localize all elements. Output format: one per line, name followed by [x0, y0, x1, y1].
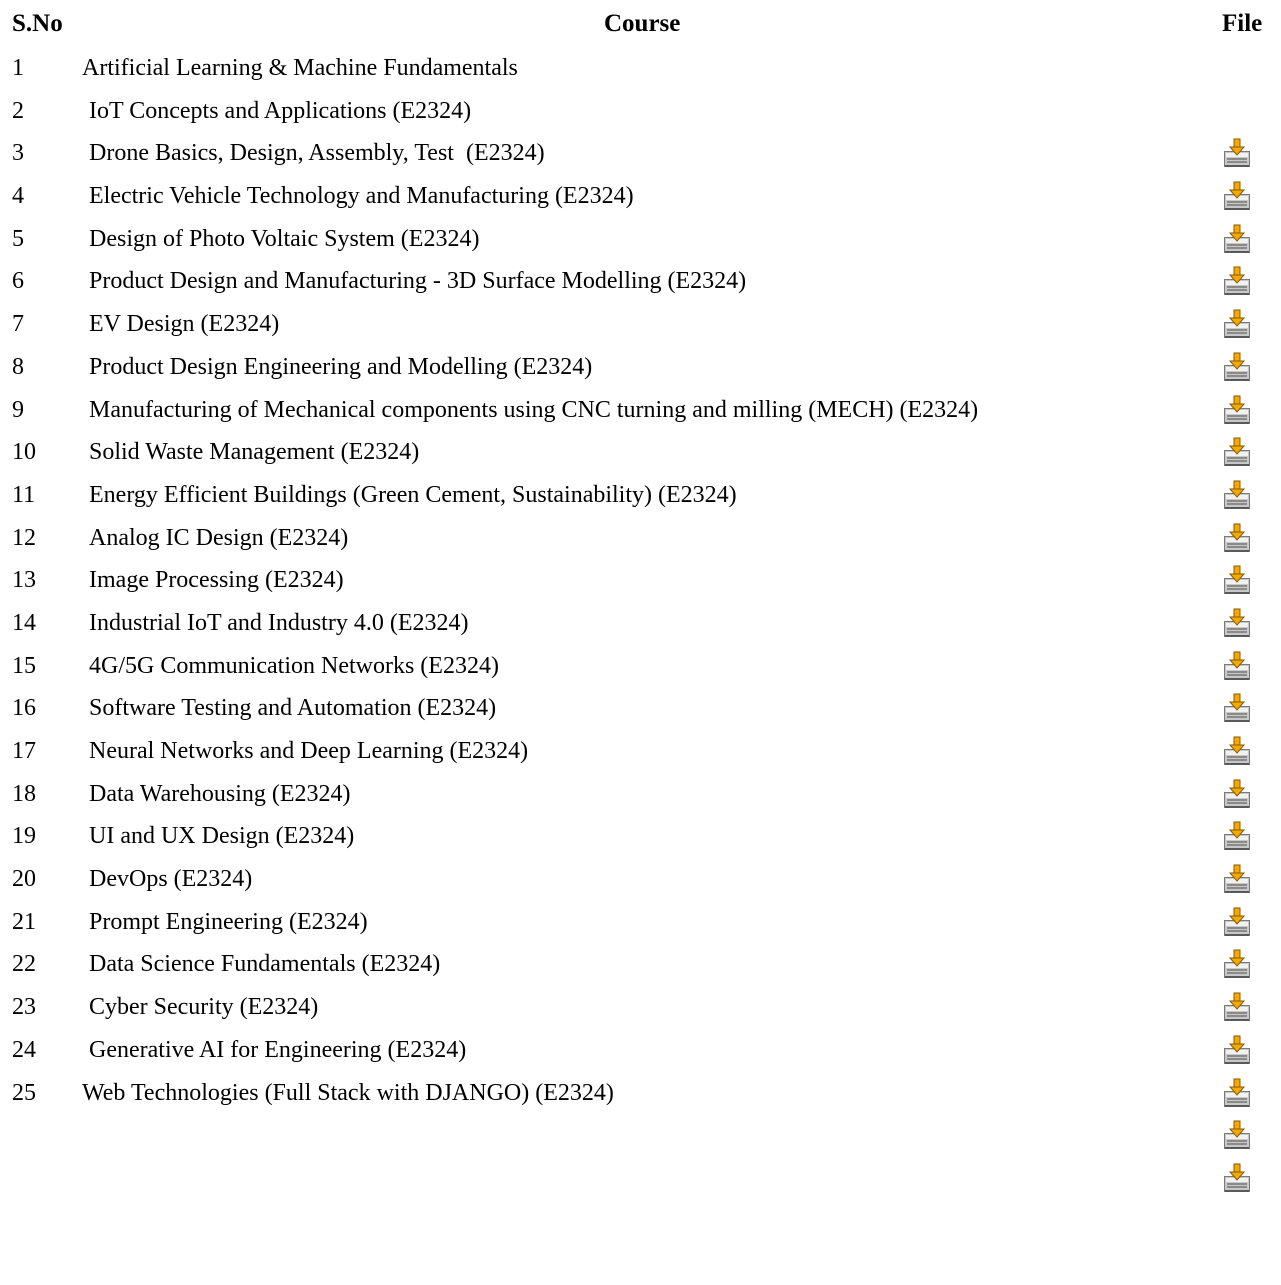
table-row — [0, 1029, 1281, 1072]
course-list — [0, 47, 1281, 1114]
table-row — [0, 687, 1281, 730]
table-row — [0, 260, 1281, 303]
table-row — [0, 346, 1281, 389]
download-icon[interactable] — [1222, 991, 1252, 1023]
download-icon[interactable] — [1222, 735, 1252, 767]
row-sno: 7 — [12, 311, 24, 338]
row-sno: 18 — [12, 780, 36, 807]
table-row — [0, 901, 1281, 944]
row-course: Data Science Fundamentals (E2324) — [89, 951, 441, 978]
download-icon[interactable] — [1222, 180, 1252, 212]
row-sno: 15 — [12, 652, 36, 679]
row-course: Neural Networks and Deep Learning (E2324) — [89, 738, 529, 764]
download-icon[interactable] — [1222, 223, 1252, 255]
row-sno: 25 — [12, 1079, 36, 1106]
row-sno: 13 — [12, 567, 36, 594]
header-sno: S.No — [12, 10, 63, 37]
row-sno: 1 — [12, 55, 24, 81]
table-row — [0, 559, 1281, 602]
download-icon[interactable] — [1222, 52, 1252, 84]
table-row — [0, 986, 1281, 1029]
row-sno: 9 — [12, 396, 24, 423]
download-icon[interactable] — [1222, 1077, 1252, 1109]
table-row — [0, 1072, 1281, 1115]
table-row — [0, 858, 1281, 901]
download-icon[interactable] — [1222, 607, 1252, 639]
table-row — [0, 90, 1281, 133]
table-row — [0, 132, 1281, 175]
table-row — [0, 303, 1281, 346]
row-course: Product Design and Manufacturing - 3D Surface Modelling (E2324) — [89, 268, 747, 295]
row-course: Manufacturing of Mechanical components using CNC turning and milling (MECH) (E2324) — [89, 396, 979, 423]
download-icon[interactable] — [1222, 265, 1252, 297]
table-row — [0, 431, 1281, 474]
row-sno: 12 — [12, 524, 36, 551]
row-sno: 2 — [12, 97, 24, 124]
row-sno: 14 — [12, 609, 36, 636]
download-icon[interactable] — [1222, 137, 1252, 169]
table-row — [0, 730, 1281, 773]
row-course: IoT Concepts and Applications (E2324) — [89, 97, 472, 124]
header-file: File — [1222, 10, 1263, 37]
table-row — [0, 389, 1281, 432]
download-icon[interactable] — [1222, 948, 1252, 980]
row-course: Analog IC Design (E2324) — [89, 524, 349, 551]
row-course: Generative AI for Engineering (E2324) — [89, 1036, 467, 1063]
download-icon[interactable] — [1222, 351, 1252, 383]
download-icon[interactable] — [1222, 436, 1252, 468]
row-sno: 17 — [12, 738, 36, 764]
download-icon[interactable] — [1222, 1034, 1252, 1066]
row-course: Industrial IoT and Industry 4.0 (E2324) — [89, 609, 469, 636]
row-sno: 8 — [12, 353, 24, 380]
download-icon[interactable] — [1222, 564, 1252, 596]
row-sno: 19 — [12, 823, 36, 850]
row-sno: 20 — [12, 866, 36, 893]
download-icon[interactable] — [1222, 692, 1252, 724]
download-icon[interactable] — [1222, 479, 1252, 511]
row-course: Data Warehousing (E2324) — [89, 780, 351, 807]
row-sno: 3 — [12, 140, 24, 167]
row-sno: 10 — [12, 439, 36, 466]
row-course: UI and UX Design (E2324) — [89, 823, 355, 850]
row-sno: 16 — [12, 695, 36, 722]
row-course: Software Testing and Automation (E2324) — [89, 695, 497, 722]
row-course: Web Technologies (Full Stack with DJANGO) (E2324) — [82, 1079, 614, 1106]
row-course: DevOps (E2324) — [89, 866, 253, 893]
download-icon[interactable] — [1222, 522, 1252, 554]
row-course: Prompt Engineering (E2324) — [89, 908, 368, 935]
row-sno: 6 — [12, 268, 24, 295]
row-sno: 5 — [12, 225, 24, 252]
table-row — [0, 175, 1281, 218]
download-icon[interactable] — [1222, 95, 1252, 127]
download-icon[interactable] — [1222, 650, 1252, 682]
table-row — [0, 645, 1281, 688]
table-row — [0, 943, 1281, 986]
row-course: Image Processing (E2324) — [89, 567, 344, 594]
download-icon[interactable] — [1222, 820, 1252, 852]
row-course: Design of Photo Voltaic System (E2324) — [89, 225, 480, 252]
download-icon[interactable] — [1222, 778, 1252, 810]
header-course: Course — [604, 10, 681, 37]
table-row — [0, 602, 1281, 645]
table-row — [0, 773, 1281, 816]
row-sno: 21 — [12, 908, 36, 935]
row-sno: 24 — [12, 1036, 36, 1063]
row-course: Energy Efficient Buildings (Green Cement, Sustainability) (E2324) — [89, 481, 737, 508]
row-sno: 11 — [12, 481, 36, 508]
row-course: Artificial Learning & Machine Fundamentals — [82, 55, 518, 81]
row-course: Cyber Security (E2324) — [89, 994, 319, 1021]
download-icon[interactable] — [1222, 863, 1252, 895]
row-sno: 23 — [12, 994, 36, 1021]
row-course: Drone Basics, Design, Assembly, Test (E2324) — [89, 140, 545, 167]
row-course: Electric Vehicle Technology and Manufacturing (E2324) — [89, 183, 634, 210]
table-row — [0, 474, 1281, 517]
row-course: Product Design Engineering and Modelling (E2324) — [89, 353, 593, 380]
row-course: Solid Waste Management (E2324) — [89, 439, 420, 466]
table-row — [0, 218, 1281, 261]
row-sno: 4 — [12, 183, 24, 210]
table-row — [0, 47, 1281, 90]
row-course: 4G/5G Communication Networks (E2324) — [89, 652, 499, 679]
row-sno: 22 — [12, 951, 36, 978]
table-row — [0, 517, 1281, 560]
download-icon[interactable] — [1222, 906, 1252, 938]
table-row — [0, 815, 1281, 858]
table-header — [0, 6, 1281, 42]
download-icon[interactable] — [1222, 308, 1252, 340]
row-course: EV Design (E2324) — [89, 311, 280, 338]
download-icon[interactable] — [1222, 394, 1252, 426]
